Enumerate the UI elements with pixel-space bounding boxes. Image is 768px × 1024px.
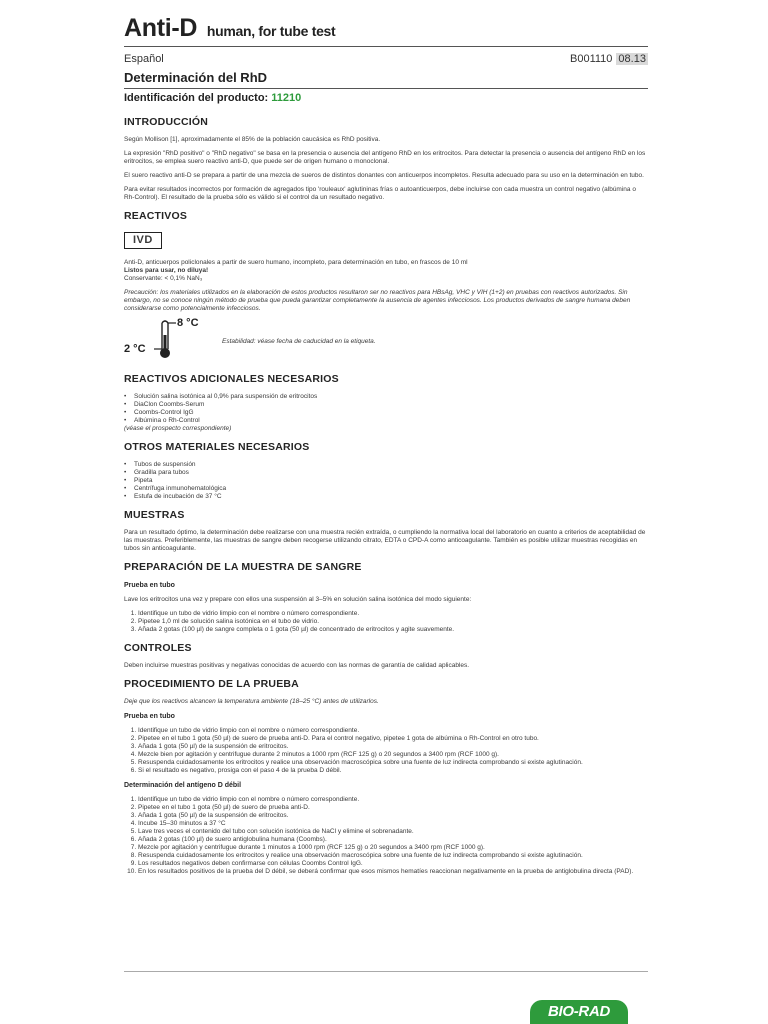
list-item: • Tubos de suspensión [124, 461, 648, 469]
list-item: • Solución salina isotónica al 0,9% para suspensión de eritrocitos [124, 393, 648, 401]
subheading-tube-test: Prueba en tubo [124, 582, 175, 589]
step-item: 3. Añada 1 gota (50 µl) de la suspensión de eritrocitos. [138, 743, 648, 751]
section-samples [124, 509, 648, 553]
section-intro [124, 116, 648, 202]
step-item: 1. Identifique un tubo de vidrio limpio con el nombre o número correspondiente. [138, 796, 648, 804]
reagent-line-2: Listos para usar, no diluya! [124, 267, 209, 274]
ivd-symbol: IVD [124, 232, 162, 249]
section-reagents [124, 210, 648, 363]
doc-version: 08.13 [618, 53, 646, 65]
list-item: • Centrífuga inmunohematológica [124, 485, 648, 493]
doc-code-number: B001110 [570, 53, 613, 65]
heading-preparation: PREPARACIÓN DE LA MUESTRA DE SANGRE [124, 561, 362, 573]
step-item: 7. Mezcle por agitación y centrifugue durante 1 minutos a 1000 rpm (RCF 125 g) o 20 segundos a 3400 rpm (RCF 1000 g). [138, 844, 648, 852]
intro-paragraph-3: El suero reactivo anti-D se prepara a partir de una mezcla de sueros de distintos donantes con anticuerpos incompletos. Resulta adecuado para su uso en la determinación en tubo. [124, 172, 644, 179]
stability-note: Estabilidad: véase fecha de caducidad en la etiqueta. [222, 338, 376, 345]
step-item: 2. Pipetee 1,0 ml de solución salina isotónica en el tubo de vidrio. [138, 618, 648, 626]
heading-intro: INTRODUCCIÓN [124, 116, 209, 128]
step-item: 1. Identifique un tubo de vidrio limpio con el nombre o número correspondiente. [138, 610, 648, 618]
step-item: 3. Añada 2 gotas (100 µl) de sangre completa o 1 gota (50 µl) de concentrado de eritrocitos y agite suavemente. [138, 626, 648, 634]
step-item: 3. Añada 1 gota (50 µl) de la suspensión de eritrocitos. [138, 812, 648, 820]
samples-text: Para un resultado óptimo, la determinación debe realizarse con una muestra recién extraída, o cumpliendo la normativa local del laboratorio en cuanto a criterios de aceptabilidad de las muestras. Preferiblemente, las muestras de sangre deben recogerse utilizando citrato, EDTA o CPD-A como anticoagulante. También es posible utilizar muestras recogidas en tubos sin anticoagulante. [124, 529, 646, 552]
title-rule [124, 88, 648, 89]
reagent-line-1: Anti-D, anticuerpos policlonales a partir de suero humano, incompleto, para determinación en tubo, en frascos de 10 ml [124, 259, 468, 266]
heading-procedure: PROCEDIMIENTO DE LA PRUEBA [124, 678, 299, 690]
bio-rad-logo: BIO-RAD [530, 1000, 628, 1024]
title-main: Anti-D [124, 14, 198, 42]
title-subtitle: human, for tube test [206, 23, 336, 39]
step-item: 10. En los resultados positivos de la prueba del D débil, se deberá confirmar que esos mismos hematíes reaccionan negativamente en la prueba de antiglobulina directa (PAD). [138, 868, 648, 876]
section-procedure [124, 678, 648, 876]
section-title: Determinación del RhD [124, 70, 268, 85]
preparation-text: Lave los eritrocitos una vez y prepare con ellos una suspensión al 3–5% en solución salina isotónica del modo siguiente: [124, 596, 472, 603]
product-label: Identificación del producto: [124, 92, 269, 104]
additional-note: (véase el prospecto correspondiente) [124, 425, 232, 432]
step-item: 6. Si el resultado es negativo, prosiga con el paso 4 de la prueba D débil. [138, 767, 648, 775]
heading-samples: MUESTRAS [124, 509, 185, 521]
heading-controls: CONTROLES [124, 642, 192, 654]
controls-text: Deben incluirse muestras positivas y negativas conocidas de acuerdo con las normas de garantía de calidad aplicables. [124, 662, 470, 669]
product-identification [124, 92, 301, 104]
product-number: 11210 [271, 92, 302, 104]
reagent-caution: Precaución: los materiales utilizados en la elaboración de estos productos resultaron ser no reactivos para HBsAg, VHC y VIH (1+2) en pruebas con reactivos autorizados. Sin embargo, no se conoce ningún método de prueba que pueda garantizar completamente la ausencia de agentes infecciosos. Los productos derivados de sangre humana deben considerarse como potencialmente infecciosos. [124, 289, 631, 312]
step-item: 6. Añada 2 gotas (100 µl) de suero antiglobulina humana (Coombs). [138, 836, 648, 844]
heading-additional: REACTIVOS ADICIONALES NECESARIOS [124, 373, 339, 385]
temp-low-label: 2 °C [124, 343, 146, 355]
step-item: 4. Incube 15–30 minutos a 37 °C [138, 820, 648, 828]
list-item: • Coombs-Control IgG [124, 409, 648, 417]
step-item: 2. Pipetee en el tubo 1 gota (50 µl) de suero de prueba anti-D. [138, 804, 648, 812]
document-body [124, 116, 648, 884]
step-item: 2. Pipetee en el tubo 1 gota (50 µl) de suero de prueba anti-D. Para el control negativo, pipetee 1 gota de albúmina o Rh-Control en otro tubo. [138, 735, 648, 743]
list-item: • Albúmina o Rh-Control [124, 417, 648, 425]
step-item: 8. Resuspenda cuidadosamente los eritrocitos y realice una observación macroscópica sobre una fuente de luz indirecta comprobando si existe aglutinación. [138, 852, 648, 860]
section-controls [124, 642, 648, 670]
subheading-tube-test: Prueba en tubo [124, 713, 175, 720]
reagent-line-3: Conservante: < 0,1% NaN₃ [124, 275, 203, 282]
temp-high-label: 8 °C [177, 317, 199, 329]
intro-paragraph-2: La expresión "RhD positivo" o "RhD negativo" se basa en la presencia o ausencia del antígeno RhD en los eritrocitos. Para detectar la presencia o ausencia del antígeno RhD en los eritrocitos, se emplea suero reactivo anti-D, que puede ser de origen humano o monoclonal. [124, 150, 646, 165]
footer-rule [124, 971, 648, 972]
header-rule [124, 46, 648, 47]
step-item: 1. Identifique un tubo de vidrio limpio con el nombre o número correspondiente. [138, 727, 648, 735]
section-materials [124, 441, 648, 501]
list-item: • Gradilla para tubos [124, 469, 648, 477]
list-item: • Estufa de incubación de 37 °C [124, 493, 648, 501]
section-preparation [124, 561, 648, 634]
document-code [570, 53, 648, 65]
subheading-weak-d: Determinación del antígeno D débil [124, 782, 242, 789]
heading-materials: OTROS MATERIALES NECESARIOS [124, 441, 310, 453]
heading-reagents: REACTIVOS [124, 210, 188, 222]
intro-paragraph-4: Para evitar resultados incorrectos por formación de agregados tipo 'rouleaux' aglutininas frías o autoanticuerpos, debe incluirse con cada muestra un control negativo (albúmina o Rh-Control). El resultado de la prueba sólo es válido si el control da un resultado negativo. [124, 186, 636, 201]
document-title [124, 14, 335, 43]
list-item: • Pipeta [124, 477, 648, 485]
section-additional-reagents [124, 373, 648, 433]
language-label: Español [124, 53, 164, 65]
step-item: 9. Los resultados negativos deben confirmarse con células Coombs Control IgG. [138, 860, 648, 868]
thermometer-icon [154, 319, 180, 363]
step-item: 5. Resuspenda cuidadosamente los eritrocitos y realice una observación macroscópica sobre una fuente de luz indirecta comprobando si existe aglutinación. [138, 759, 648, 767]
intro-paragraph-1: Según Mollison [1], aproximadamente el 85% de la población caucásica es RhD positiva. [124, 136, 381, 143]
step-item: 4. Mezcle bien por agitación y centrifugue durante 2 minutos a 1000 rpm (RCF 125 g) o 20 segundos a 3400 rpm (RCF 1000 g). [138, 751, 648, 759]
list-item: • DiaClon Coombs-Serum [124, 401, 648, 409]
temperature-symbol [124, 319, 648, 363]
step-item: 5. Lave tres veces el contenido del tubo con solución isotónica de NaCl y elimine el sobrenadante. [138, 828, 648, 836]
procedure-note: Deje que los reactivos alcancen la temperatura ambiente (18–25 °C) antes de utilizarlos. [124, 698, 379, 705]
